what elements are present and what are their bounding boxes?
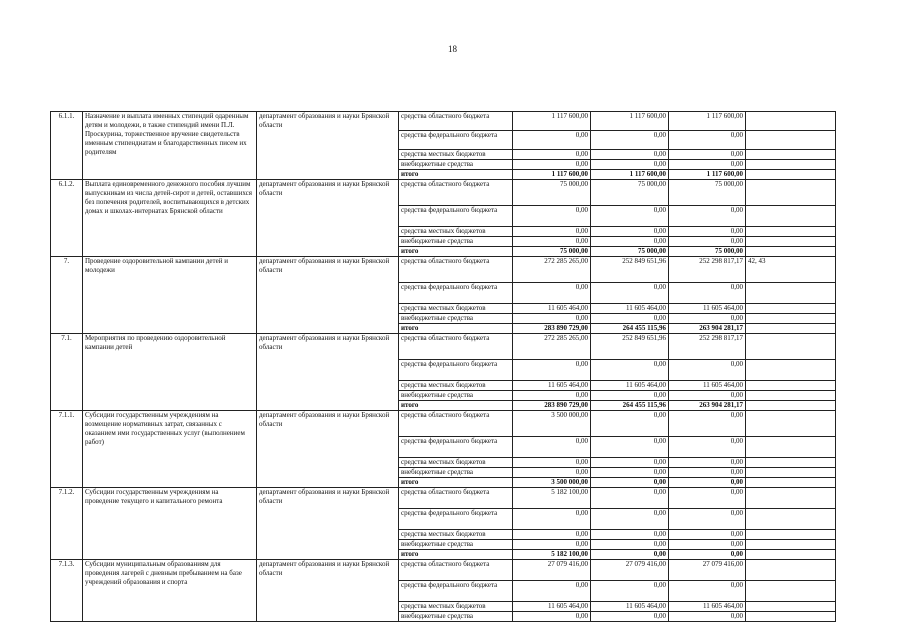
- amount-cell: 0,00: [591, 206, 669, 227]
- amount-cell: 0,00: [669, 488, 746, 509]
- amount-cell: 0,00: [513, 437, 591, 458]
- funding-source: средства областного бюджета: [399, 180, 513, 206]
- row-number: 7.1.: [51, 334, 83, 411]
- funding-source: внебюджетные средства: [399, 237, 513, 247]
- amount-cell: 0,00: [669, 391, 746, 401]
- amount-cell: 0,00: [669, 581, 746, 602]
- amount-cell: 0,00: [669, 612, 746, 622]
- amount-cell: 0,00: [669, 314, 746, 324]
- funding-source: средства областного бюджета: [399, 560, 513, 581]
- amount-cell: 0,00: [591, 391, 669, 401]
- note-cell: [746, 391, 836, 401]
- funding-source: внебюджетные средства: [399, 540, 513, 550]
- row-number: 7.1.3.: [51, 560, 83, 622]
- amount-cell: 0,00: [591, 411, 669, 437]
- table-row: [51, 411, 836, 437]
- note-cell: [746, 324, 836, 334]
- note-cell: [746, 334, 836, 360]
- funding-source: средства областного бюджета: [399, 411, 513, 437]
- amount-cell: 0,00: [591, 160, 669, 170]
- amount-cell: 1 117 600,00: [513, 170, 591, 180]
- amount-cell: 0,00: [591, 509, 669, 530]
- note-cell: [746, 227, 836, 237]
- funding-source: внебюджетные средства: [399, 314, 513, 324]
- funding-source: средства областного бюджета: [399, 112, 513, 131]
- note-cell: [746, 206, 836, 227]
- amount-cell: 0,00: [513, 468, 591, 478]
- amount-cell: 0,00: [669, 550, 746, 560]
- amount-cell: 0,00: [591, 478, 669, 488]
- row-number: 6.1.2.: [51, 180, 83, 257]
- funding-source: внебюджетные средства: [399, 468, 513, 478]
- amount-cell: 0,00: [513, 360, 591, 381]
- note-cell: [746, 581, 836, 602]
- table-row: [51, 112, 836, 131]
- note-cell: [746, 540, 836, 550]
- amount-cell: 0,00: [669, 283, 746, 304]
- executor: департамент образования и науки Брянской области: [257, 180, 399, 257]
- funding-source: итого: [399, 324, 513, 334]
- amount-cell: 0,00: [591, 468, 669, 478]
- note-cell: [746, 401, 836, 411]
- note-cell: [746, 468, 836, 478]
- amount-cell: 0,00: [591, 458, 669, 468]
- table-row: [51, 257, 836, 283]
- funding-source: итого: [399, 478, 513, 488]
- table-row: [51, 560, 836, 581]
- amount-cell: 0,00: [591, 227, 669, 237]
- funding-source: средства местных бюджетов: [399, 530, 513, 540]
- amount-cell: 263 904 281,17: [669, 401, 746, 411]
- note-cell: [746, 314, 836, 324]
- amount-cell: 0,00: [669, 458, 746, 468]
- funding-source: итого: [399, 247, 513, 257]
- amount-cell: 75 000,00: [513, 247, 591, 257]
- row-number: 6.1.1.: [51, 112, 83, 180]
- amount-cell: 272 285 265,00: [513, 257, 591, 283]
- amount-cell: 272 285 265,00: [513, 334, 591, 360]
- note-cell: [746, 381, 836, 391]
- funding-source: средства федерального бюджета: [399, 206, 513, 227]
- funding-source: средства федерального бюджета: [399, 437, 513, 458]
- note-cell: [746, 237, 836, 247]
- funding-source: средства местных бюджетов: [399, 381, 513, 391]
- amount-cell: 11 605 464,00: [669, 602, 746, 612]
- amount-cell: 0,00: [513, 509, 591, 530]
- amount-cell: 252 298 817,17: [669, 257, 746, 283]
- amount-cell: 1 117 600,00: [669, 112, 746, 131]
- table-row: [51, 488, 836, 509]
- amount-cell: 283 890 729,00: [513, 401, 591, 411]
- table-row: [51, 334, 836, 360]
- amount-cell: 0,00: [513, 530, 591, 540]
- funding-source: средства федерального бюджета: [399, 509, 513, 530]
- amount-cell: 0,00: [669, 131, 746, 150]
- note-cell: [746, 360, 836, 381]
- amount-cell: 283 890 729,00: [513, 324, 591, 334]
- amount-cell: 0,00: [591, 530, 669, 540]
- amount-cell: 0,00: [513, 160, 591, 170]
- row-number: 7.1.2.: [51, 488, 83, 560]
- amount-cell: 0,00: [591, 437, 669, 458]
- note-cell: [746, 304, 836, 314]
- amount-cell: 27 079 416,00: [591, 560, 669, 581]
- amount-cell: 0,00: [669, 437, 746, 458]
- amount-cell: 0,00: [591, 581, 669, 602]
- amount-cell: 0,00: [669, 478, 746, 488]
- amount-cell: 1 117 600,00: [591, 170, 669, 180]
- activity-name: Проведение оздоровительной кампании детей и молодежи: [83, 257, 257, 334]
- funding-source: средства местных бюджетов: [399, 150, 513, 160]
- table-row: [51, 180, 836, 206]
- amount-cell: 0,00: [513, 314, 591, 324]
- note-cell: [746, 131, 836, 150]
- amount-cell: 263 904 281,17: [669, 324, 746, 334]
- funding-source: итого: [399, 170, 513, 180]
- amount-cell: 0,00: [591, 150, 669, 160]
- amount-cell: 0,00: [513, 237, 591, 247]
- note-cell: [746, 437, 836, 458]
- amount-cell: 0,00: [591, 237, 669, 247]
- amount-cell: 75 000,00: [513, 180, 591, 206]
- funding-source: внебюджетные средства: [399, 612, 513, 622]
- amount-cell: 252 849 651,96: [591, 334, 669, 360]
- amount-cell: 11 605 464,00: [669, 381, 746, 391]
- amount-cell: 0,00: [513, 581, 591, 602]
- activity-name: Субсидии государственным учреждениям на проведение текущего и капитального ремонта: [83, 488, 257, 560]
- note-cell: [746, 247, 836, 257]
- amount-cell: 0,00: [513, 206, 591, 227]
- note-cell: [746, 530, 836, 540]
- note-cell: [746, 612, 836, 622]
- amount-cell: 0,00: [591, 314, 669, 324]
- amount-cell: 0,00: [513, 131, 591, 150]
- amount-cell: 0,00: [591, 488, 669, 509]
- amount-cell: 3 500 000,00: [513, 478, 591, 488]
- funding-source: итого: [399, 550, 513, 560]
- note-cell: [746, 112, 836, 131]
- amount-cell: 252 298 817,17: [669, 334, 746, 360]
- amount-cell: 3 500 000,00: [513, 411, 591, 437]
- amount-cell: 0,00: [669, 160, 746, 170]
- amount-cell: 0,00: [513, 540, 591, 550]
- amount-cell: 264 455 115,96: [591, 401, 669, 411]
- note-cell: [746, 458, 836, 468]
- amount-cell: 0,00: [513, 150, 591, 160]
- activity-name: Назначение и выплата именных стипендий одаренным детям и молодежи, в также стипендий имени П.Л. Проскурина, торжественное вручение свидетельств именным стипендиатам и благодарственных писем их родителям: [83, 112, 257, 180]
- amount-cell: 11 605 464,00: [513, 381, 591, 391]
- amount-cell: 0,00: [669, 468, 746, 478]
- amount-cell: 1 117 600,00: [669, 170, 746, 180]
- note-cell: [746, 602, 836, 612]
- amount-cell: 0,00: [591, 131, 669, 150]
- funding-source: средства федерального бюджета: [399, 360, 513, 381]
- executor: департамент образования и науки Брянской области: [257, 411, 399, 488]
- note-cell: [746, 488, 836, 509]
- funding-source: средства федерального бюджета: [399, 581, 513, 602]
- amount-cell: 0,00: [591, 550, 669, 560]
- executor: департамент образования и науки Брянской области: [257, 488, 399, 560]
- amount-cell: 0,00: [591, 360, 669, 381]
- amount-cell: 0,00: [513, 612, 591, 622]
- funding-source: внебюджетные средства: [399, 160, 513, 170]
- amount-cell: 0,00: [591, 540, 669, 550]
- amount-cell: 0,00: [669, 227, 746, 237]
- note-cell: [746, 509, 836, 530]
- amount-cell: 27 079 416,00: [513, 560, 591, 581]
- note-cell: [746, 180, 836, 206]
- amount-cell: 27 079 416,00: [669, 560, 746, 581]
- funding-source: средства федерального бюджета: [399, 131, 513, 150]
- funding-source: итого: [399, 401, 513, 411]
- activity-name: Мероприятия по проведению оздоровительной кампании детей: [83, 334, 257, 411]
- amount-cell: 11 605 464,00: [669, 304, 746, 314]
- amount-cell: 0,00: [513, 391, 591, 401]
- funding-source: средства областного бюджета: [399, 488, 513, 509]
- amount-cell: 11 605 464,00: [591, 304, 669, 314]
- funding-source: средства местных бюджетов: [399, 602, 513, 612]
- executor: департамент образования и науки Брянской области: [257, 334, 399, 411]
- amount-cell: 0,00: [591, 283, 669, 304]
- amount-cell: 0,00: [513, 283, 591, 304]
- amount-cell: 75 000,00: [669, 247, 746, 257]
- amount-cell: 264 455 115,96: [591, 324, 669, 334]
- note-cell: [746, 170, 836, 180]
- amount-cell: 0,00: [669, 206, 746, 227]
- amount-cell: 252 849 651,96: [591, 257, 669, 283]
- amount-cell: 5 182 100,00: [513, 488, 591, 509]
- amount-cell: 0,00: [669, 237, 746, 247]
- budget-table: [50, 111, 836, 622]
- amount-cell: 0,00: [669, 411, 746, 437]
- amount-cell: 0,00: [669, 150, 746, 160]
- funding-source: средства областного бюджета: [399, 257, 513, 283]
- activity-name: Субсидии муниципальным образованиям для проведения лагерей с дневным пребыванием на базе учреждений образования и спорта: [83, 560, 257, 622]
- amount-cell: 0,00: [669, 509, 746, 530]
- executor: департамент образования и науки Брянской области: [257, 257, 399, 334]
- amount-cell: 11 605 464,00: [513, 304, 591, 314]
- funding-source: средства федерального бюджета: [399, 283, 513, 304]
- amount-cell: 0,00: [669, 530, 746, 540]
- amount-cell: 75 000,00: [669, 180, 746, 206]
- executor: департамент образования и науки Брянской области: [257, 560, 399, 622]
- note-cell: [746, 411, 836, 437]
- activity-name: Выплата единовременного денежного пособия лучшим выпускникам из числа детей-сирот и детей, оставшихся без попечения родителей, воспитывающихся в детских домах и школах-интернатах Брянской области: [83, 180, 257, 257]
- funding-source: средства местных бюджетов: [399, 304, 513, 314]
- row-number: 7.: [51, 257, 83, 334]
- amount-cell: 1 117 600,00: [591, 112, 669, 131]
- amount-cell: 11 605 464,00: [591, 381, 669, 391]
- funding-source: средства местных бюджетов: [399, 458, 513, 468]
- activity-name: Субсидии государственным учреждениям на возмещение нормативных затрат, связанных с оказанием ими государственных услуг (выполнением работ): [83, 411, 257, 488]
- note-cell: [746, 550, 836, 560]
- amount-cell: 0,00: [669, 360, 746, 381]
- note-cell: 42, 43: [746, 257, 836, 283]
- amount-cell: 11 605 464,00: [513, 602, 591, 612]
- amount-cell: 0,00: [513, 458, 591, 468]
- amount-cell: 0,00: [669, 540, 746, 550]
- amount-cell: 0,00: [591, 612, 669, 622]
- amount-cell: 5 182 100,00: [513, 550, 591, 560]
- funding-source: внебюджетные средства: [399, 391, 513, 401]
- funding-source: средства местных бюджетов: [399, 227, 513, 237]
- amount-cell: 1 117 600,00: [513, 112, 591, 131]
- row-number: 7.1.1.: [51, 411, 83, 488]
- amount-cell: 75 000,00: [591, 247, 669, 257]
- note-cell: [746, 160, 836, 170]
- note-cell: [746, 560, 836, 581]
- amount-cell: 0,00: [513, 227, 591, 237]
- amount-cell: 11 605 464,00: [591, 602, 669, 612]
- note-cell: [746, 478, 836, 488]
- executor: департамент образования и науки Брянской области: [257, 112, 399, 180]
- note-cell: [746, 150, 836, 160]
- page-number: 18: [448, 44, 457, 54]
- note-cell: [746, 283, 836, 304]
- funding-source: средства областного бюджета: [399, 334, 513, 360]
- amount-cell: 75 000,00: [591, 180, 669, 206]
